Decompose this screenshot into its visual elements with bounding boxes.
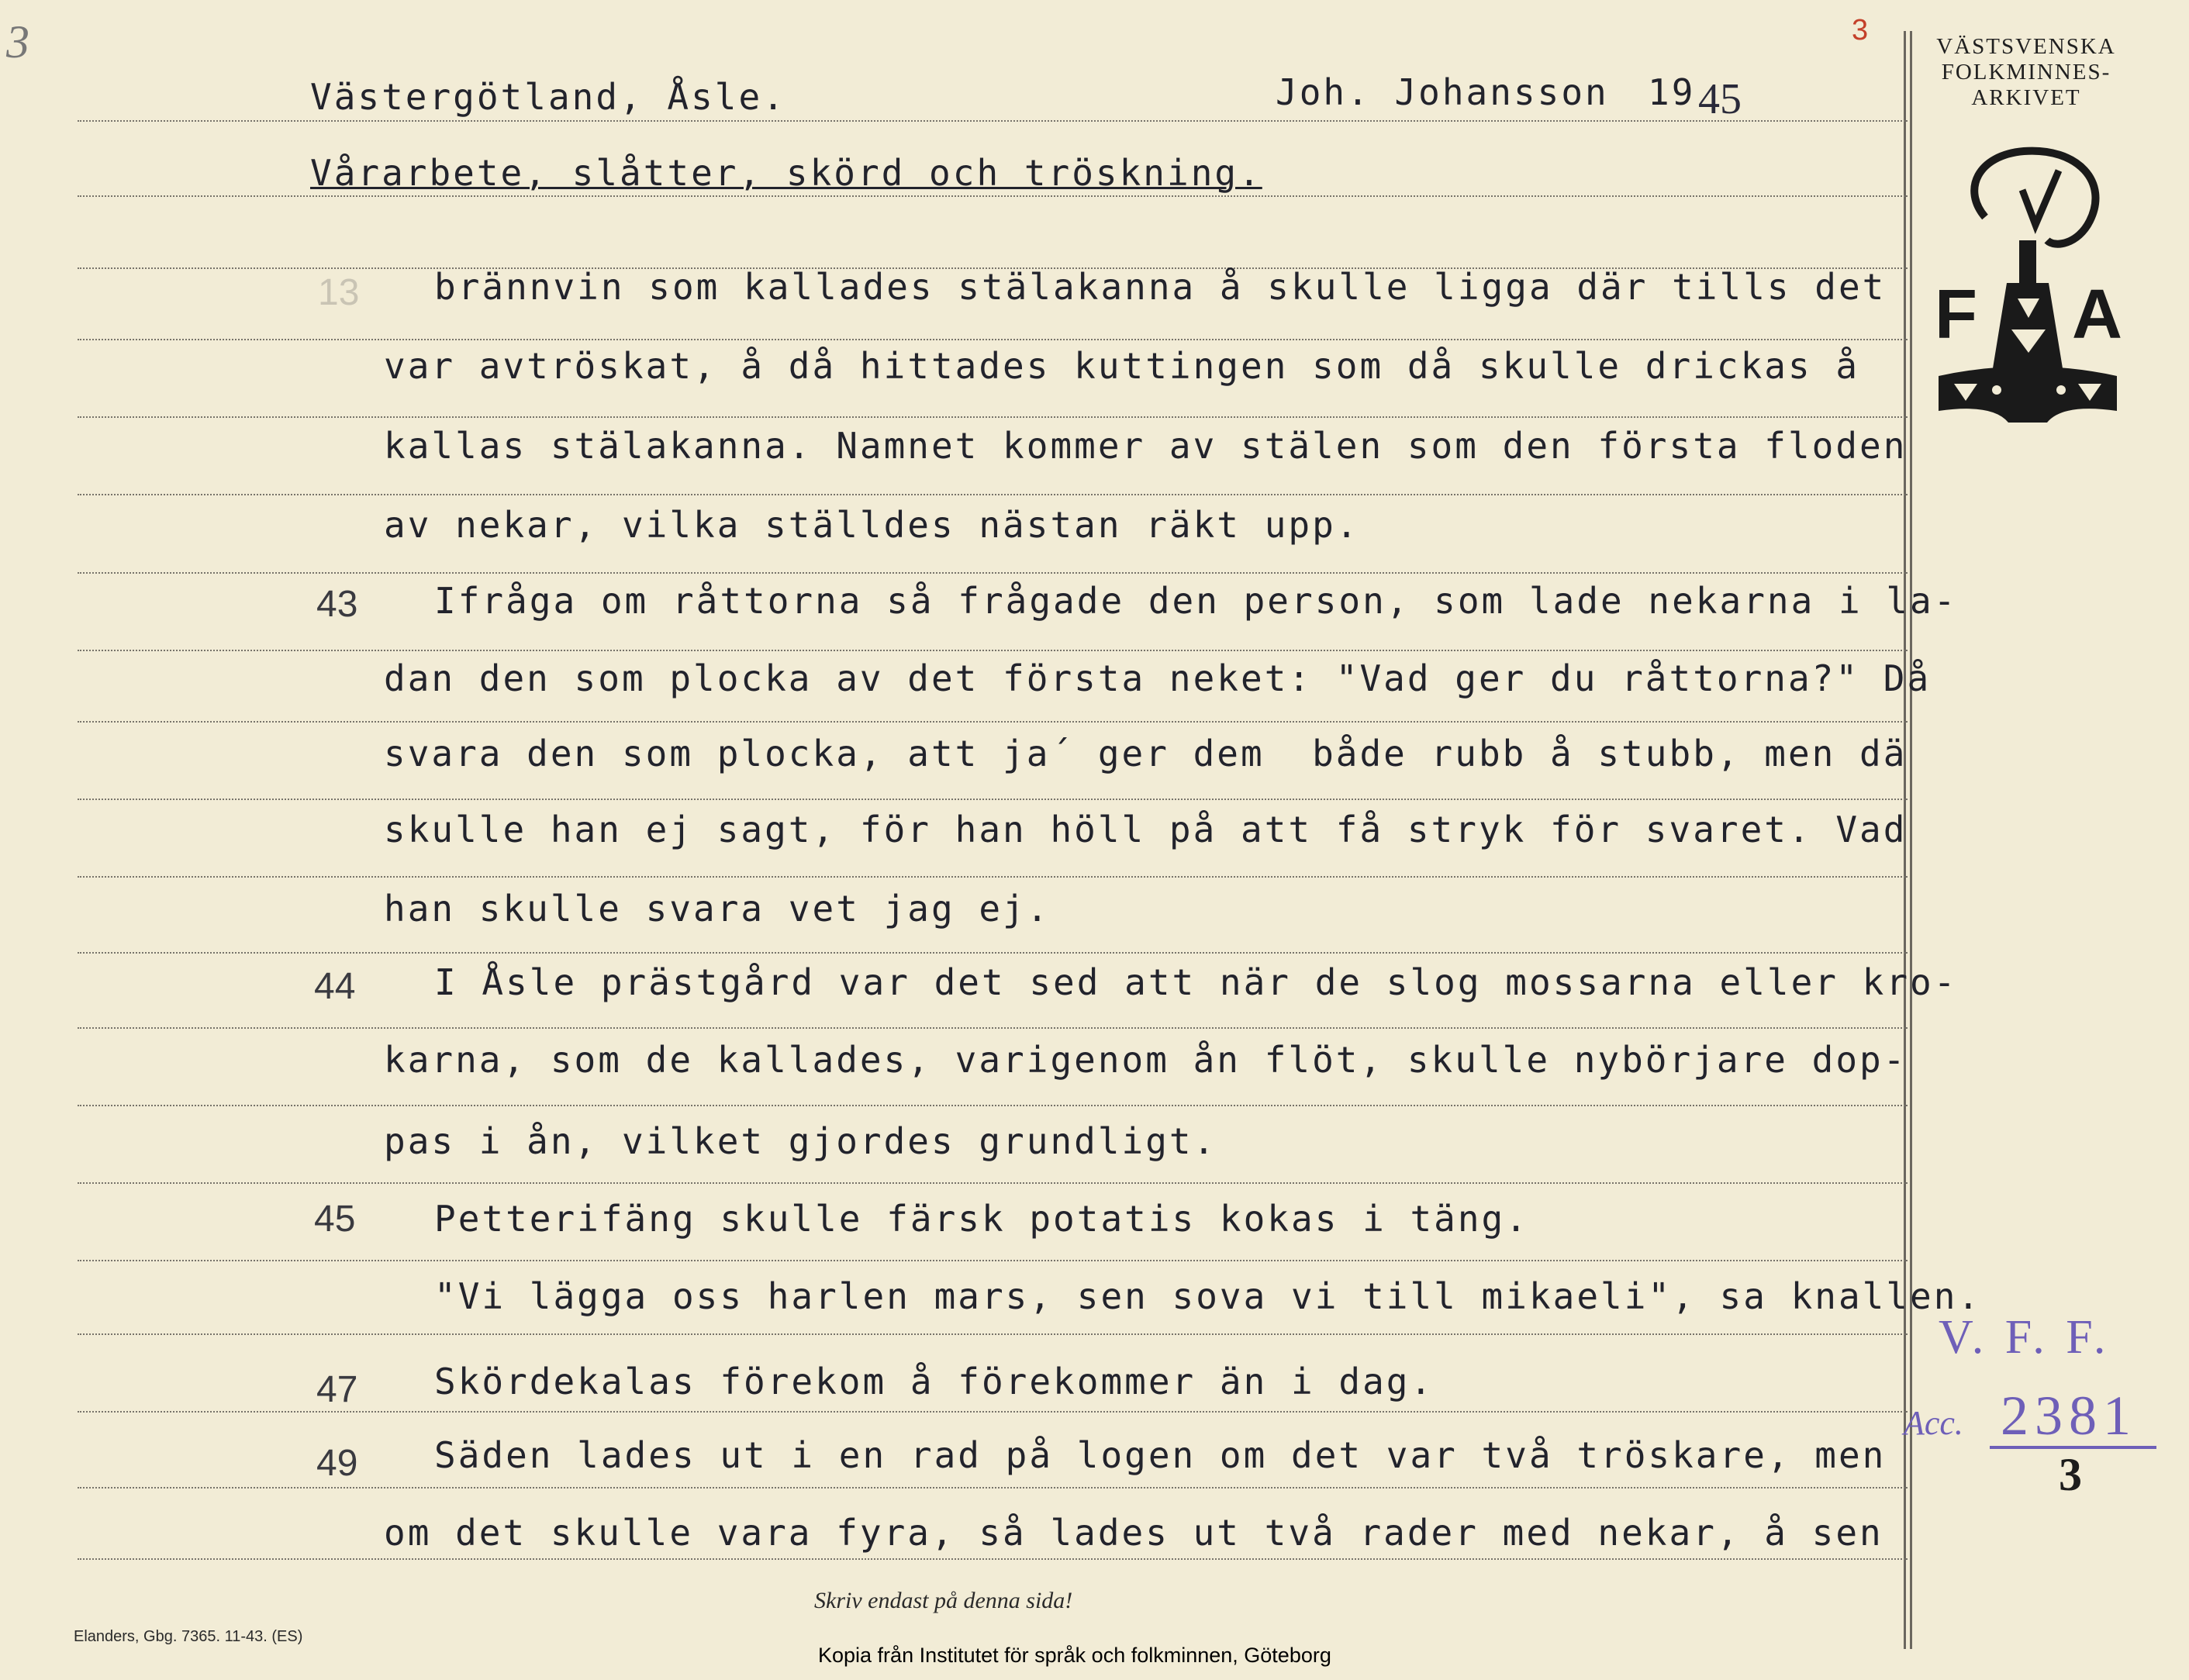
stamp-sheet-number: 3 (2059, 1449, 2082, 1500)
ruled-line (78, 952, 1908, 954)
typed-line: karna, som de kallades, varigenom ån flöt, skulle nybörjare dop- (384, 1039, 1908, 1081)
ruled-line (78, 799, 1908, 800)
stamp-acc-label: Acc. (1904, 1404, 1963, 1442)
typed-line: Ifråga om råttorna så frågade den person, som lade nekarna i la- (434, 580, 1958, 622)
ruled-line (78, 1333, 1908, 1335)
ruled-line (78, 416, 1908, 418)
ruled-line (78, 1411, 1908, 1413)
place-heading: Västergötland, Åsle. (310, 76, 786, 118)
ruled-line (78, 721, 1908, 723)
ruled-line (78, 1260, 1908, 1261)
ruled-line (78, 650, 1908, 651)
typed-line: var avtröskat, å då hittades kuttingen som då skulle drickas å (384, 345, 1860, 387)
pencil-page-mark: 3 (6, 16, 29, 67)
item-number: 47 (316, 1369, 358, 1410)
item-number: 13 (318, 272, 360, 313)
ruled-line (78, 1487, 1908, 1489)
typed-line: av nekar, vilka ställdes nästan räkt upp. (384, 504, 1360, 546)
typed-line: Skördekalas förekom å förekommer än i dag. (434, 1361, 1435, 1402)
typed-line: brännvin som kallades stälakanna å skulle ligga där tills det (434, 266, 1887, 308)
ruled-line (78, 876, 1908, 878)
topic-title: Vårarbete, slåtter, skörd och tröskning. (310, 152, 1262, 194)
item-number: 43 (316, 584, 358, 625)
copy-notice: Kopia från Institutet för språk och folkminnen, Göteborg (818, 1644, 1331, 1667)
item-number: 49 (316, 1443, 358, 1484)
typed-line: dan den som plocka av det första neket: "Vad ger du råttorna?" Då (384, 657, 1932, 699)
typed-line: Petterifäng skulle färsk potatis kokas i täng. (434, 1198, 1529, 1240)
printer-info: Elanders, Gbg. 7365. 11-43. (ES) (74, 1628, 303, 1645)
typed-line: pas i ån, vilket gjordes grundligt. (384, 1120, 1217, 1162)
ruled-line (78, 494, 1908, 495)
item-number: 45 (314, 1199, 356, 1240)
red-page-number: 3 (1852, 14, 1869, 47)
typed-line: kallas stälakanna. Namnet kommer av stälen som den första floden (384, 425, 1908, 467)
typed-line: om det skulle vara fyra, så lades ut två rader med nekar, å sen (384, 1512, 1883, 1554)
item-number: 44 (314, 966, 356, 1007)
author-name: Joh. Johansson (1276, 71, 1609, 113)
typed-line: han skulle svara vet jag ej. (384, 888, 1051, 930)
stamp-acc-number: 2381 (2001, 1385, 2137, 1447)
footer-instruction: Skriv endast på denna sida! (814, 1588, 1073, 1613)
typed-line: skulle han ej sagt, för han höll på att få stryk för svaret. Vad (384, 809, 1908, 850)
ruled-line (78, 572, 1908, 574)
logo-letter-a: A (2072, 276, 2122, 354)
typed-line: Säden lades ut i en rad på logen om det var två tröskare, men (434, 1434, 1887, 1476)
archive-name-line: FOLKMINNES- (1941, 60, 2111, 85)
ruled-line (78, 339, 1908, 340)
ruled-line (78, 1558, 1908, 1560)
archive-name (1921, 34, 2131, 111)
typed-line: svara den som plocka, att ja´ ger dem både rubb å stubb, men dä (384, 733, 1908, 774)
stamp-vff: V. F. F. (1939, 1311, 2111, 1364)
ruled-line (78, 1182, 1908, 1184)
ruled-line (78, 1105, 1908, 1106)
typed-line: I Åsle prästgård var det sed att när de slog mossarna eller kro- (434, 961, 1958, 1003)
year-handwritten: 45 (1698, 75, 1742, 123)
ruled-line (78, 195, 1908, 197)
logo-letter-f: F (1935, 276, 1977, 354)
ruled-line (78, 1027, 1908, 1029)
archive-name-line: ARKIVET (1971, 85, 2081, 110)
year-printed: 19 (1648, 71, 1696, 113)
typed-line: "Vi lägga oss harlen mars, sen sova vi till mikaeli", sa knallen. (434, 1275, 1982, 1317)
archive-name-line: VÄSTSVENSKA (1936, 34, 2116, 59)
ruled-line (78, 120, 1908, 122)
